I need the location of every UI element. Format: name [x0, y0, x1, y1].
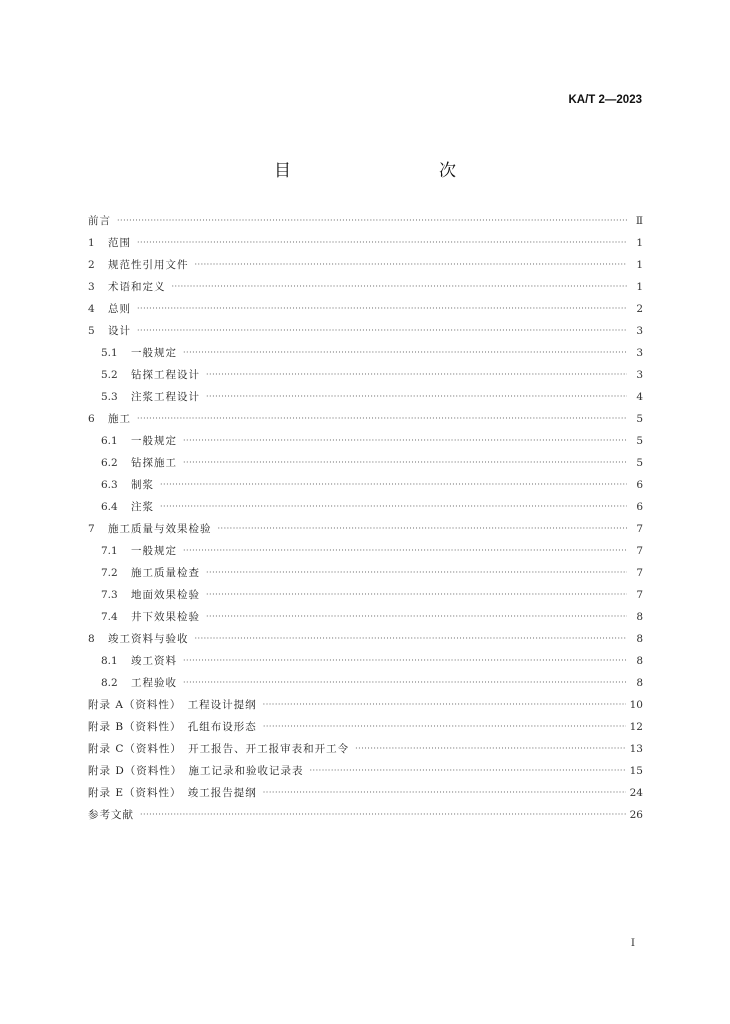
toc-entry-label: 地面效果检验 [131, 589, 200, 601]
dot-leader [263, 699, 626, 711]
toc-entry-page: 7 [636, 567, 643, 579]
toc-entry-number: 7.2 [101, 567, 118, 579]
toc-entry[interactable] [88, 232, 643, 254]
toc-entry-label: 施工质量与效果检验 [108, 523, 212, 535]
toc-entry-label: 竣工资料 [131, 655, 177, 667]
toc-entry-number: 6.1 [101, 435, 118, 447]
toc-entry-number: 8 [88, 633, 95, 645]
toc-entry-page: 15 [629, 765, 643, 777]
toc-entry-label: 设计 [108, 325, 131, 337]
dot-leader [263, 721, 626, 733]
toc-entry-label: 工程验收 [131, 677, 177, 689]
toc-entry[interactable] [88, 584, 643, 606]
toc-entry-page: 8 [636, 633, 643, 645]
standard-code: KA/T 2—2023 [568, 94, 642, 106]
toc-entry-label: 前言 [88, 215, 111, 227]
toc-entry[interactable] [88, 430, 643, 452]
dot-leader [137, 303, 627, 315]
toc-entry[interactable] [88, 518, 643, 540]
toc-entry[interactable] [88, 782, 643, 804]
dot-leader [137, 413, 627, 425]
toc-entry-page: 8 [636, 611, 643, 623]
toc-entry-label: 钻探工程设计 [131, 369, 200, 381]
toc-entry-label: 规范性引用文件 [108, 259, 189, 271]
toc-entry-number: 5 [88, 325, 95, 337]
toc-entry-label: 总则 [108, 303, 131, 315]
toc-entry-label: 注浆工程设计 [131, 391, 200, 403]
toc-entry-number: 4 [88, 303, 95, 315]
toc-entry-label: 范围 [108, 237, 131, 249]
toc-entry-label: 参考文献 [88, 809, 134, 821]
toc-entry-number: 6.4 [101, 501, 118, 513]
toc-entry[interactable] [88, 474, 643, 496]
toc-entry-page: Ⅱ [635, 215, 643, 227]
dot-leader [183, 677, 627, 689]
toc-entry[interactable] [88, 496, 643, 518]
dot-leader [206, 611, 627, 623]
toc-entry-label: 附录 E（资料性） 竣工报告提纲 [88, 787, 257, 799]
dot-leader [206, 369, 627, 381]
toc-entry-label: 附录 A（资料性） 工程设计提纲 [88, 699, 257, 711]
toc-entry-page: 8 [636, 655, 643, 667]
toc-entry-number: 2 [88, 259, 95, 271]
toc-entry-page: 10 [629, 699, 643, 711]
page-title: 目 次 [274, 161, 494, 181]
toc-entry-number: 5.2 [101, 369, 118, 381]
toc-entry[interactable] [88, 738, 643, 760]
dot-leader [183, 655, 627, 667]
toc-entry[interactable] [88, 606, 643, 628]
dot-leader [183, 347, 627, 359]
toc-entry-page: 8 [636, 677, 643, 689]
toc-entry-label: 附录 C（资料性） 开工报告、开工报审表和开工令 [88, 743, 350, 755]
dot-leader [137, 237, 627, 249]
toc-entry[interactable] [88, 320, 643, 342]
toc-entry[interactable] [88, 694, 643, 716]
toc-entry-label: 注浆 [131, 501, 154, 513]
toc-entry-page: 5 [636, 413, 643, 425]
toc-entry-number: 8.1 [101, 655, 118, 667]
toc-entry[interactable] [88, 562, 643, 584]
toc-entry-label: 施工 [108, 413, 131, 425]
toc-entry-page: 5 [636, 457, 643, 469]
toc-entry-page: 3 [636, 325, 643, 337]
toc-entry[interactable] [88, 254, 643, 276]
toc-entry-label: 附录 D（资料性） 施工记录和验收记录表 [88, 765, 304, 777]
toc-entry-page: 12 [629, 721, 643, 733]
toc-entry-page: 1 [636, 237, 643, 249]
toc-entry[interactable] [88, 760, 643, 782]
toc-entry[interactable] [88, 364, 643, 386]
toc-entry[interactable] [88, 210, 643, 232]
toc-entry-number: 8.2 [101, 677, 118, 689]
toc-entry[interactable] [88, 650, 643, 672]
toc-entry-label: 附录 B（资料性） 孔组布设形态 [88, 721, 257, 733]
dot-leader [137, 325, 627, 337]
toc-entry-number: 6.2 [101, 457, 118, 469]
dot-leader [355, 743, 626, 755]
toc-entry-page: 6 [636, 479, 643, 491]
toc-entry-page: 7 [636, 545, 643, 557]
toc-entry-page: 7 [636, 589, 643, 601]
dot-leader [172, 281, 628, 293]
toc-entry-page: 13 [629, 743, 643, 755]
toc-entry-number: 5.3 [101, 391, 118, 403]
toc-entry-page: 1 [636, 259, 643, 271]
toc-entry-number: 7.3 [101, 589, 118, 601]
toc-entry-page: 7 [636, 523, 643, 535]
toc-entry-number: 6 [88, 413, 95, 425]
toc-entry[interactable] [88, 342, 643, 364]
dot-leader [206, 567, 627, 579]
dot-leader [117, 215, 627, 227]
page-number: I [630, 937, 635, 949]
toc-entry-page: 2 [636, 303, 643, 315]
toc-entry-page: 3 [636, 369, 643, 381]
toc-entry-label: 术语和定义 [108, 281, 166, 293]
table-of-contents [88, 210, 643, 826]
toc-entry-label: 一般规定 [131, 347, 177, 359]
toc-entry-label: 竣工资料与验收 [108, 633, 189, 645]
toc-entry-page: 1 [636, 281, 643, 293]
toc-entry-number: 6.3 [101, 479, 118, 491]
toc-entry-number: 7 [88, 523, 95, 535]
toc-entry[interactable] [88, 408, 643, 430]
dot-leader [195, 259, 628, 271]
toc-entry-number: 5.1 [101, 347, 118, 359]
dot-leader [206, 391, 627, 403]
toc-entry[interactable] [88, 386, 643, 408]
toc-entry[interactable] [88, 452, 643, 474]
toc-entry[interactable] [88, 540, 643, 562]
toc-entry-page: 26 [629, 809, 643, 821]
toc-entry[interactable] [88, 298, 643, 320]
toc-entry-label: 一般规定 [131, 545, 177, 557]
toc-entry-page: 5 [636, 435, 643, 447]
toc-entry[interactable] [88, 628, 643, 650]
toc-entry-page: 3 [636, 347, 643, 359]
toc-entry-page: 4 [636, 391, 643, 403]
toc-entry-number: 3 [88, 281, 95, 293]
dot-leader [218, 523, 628, 535]
toc-entry[interactable] [88, 716, 643, 738]
toc-entry-label: 施工质量检查 [131, 567, 200, 579]
toc-entry[interactable] [88, 804, 643, 826]
dot-leader [263, 787, 626, 799]
toc-entry-number: 7.4 [101, 611, 118, 623]
toc-entry-label: 井下效果检验 [131, 611, 200, 623]
dot-leader [206, 589, 627, 601]
toc-entry-label: 钻探施工 [131, 457, 177, 469]
dot-leader [183, 435, 627, 447]
toc-entry-number: 1 [88, 237, 95, 249]
dot-leader [140, 809, 626, 821]
dot-leader [160, 501, 627, 513]
toc-entry-number: 7.1 [101, 545, 118, 557]
toc-entry-page: 24 [629, 787, 643, 799]
dot-leader [183, 457, 627, 469]
dot-leader [160, 479, 627, 491]
dot-leader [310, 765, 626, 777]
toc-entry[interactable] [88, 672, 643, 694]
toc-entry-label: 制浆 [131, 479, 154, 491]
dot-leader [183, 545, 627, 557]
dot-leader [195, 633, 628, 645]
toc-entry[interactable] [88, 276, 643, 298]
toc-entry-page: 6 [636, 501, 643, 513]
toc-entry-label: 一般规定 [131, 435, 177, 447]
